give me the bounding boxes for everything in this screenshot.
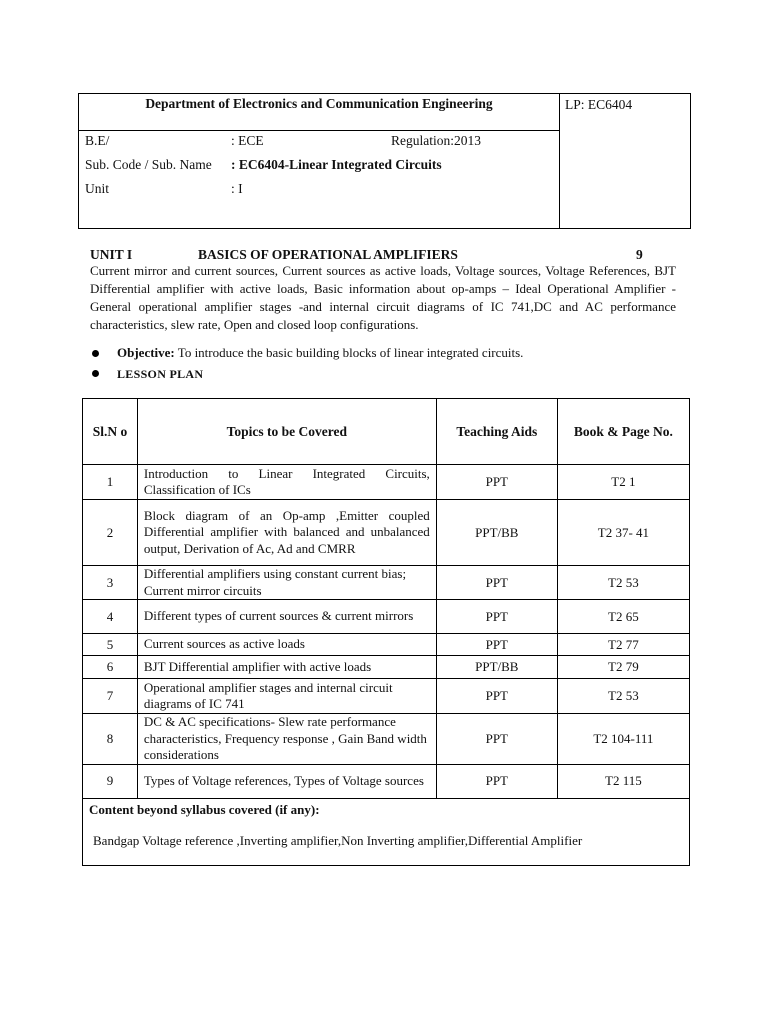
row-slno: 4 — [83, 600, 138, 634]
table-row — [83, 566, 690, 600]
row-book-page: T2 53 — [557, 679, 689, 714]
row-book-page: T2 37- 41 — [557, 500, 689, 566]
row-topic: Differential amplifiers using constant current bias; Current mirror circuits — [137, 566, 436, 600]
row-slno: 5 — [83, 634, 138, 656]
row-teaching-aid: PPT — [436, 679, 557, 714]
table-row — [83, 600, 690, 634]
table-row — [83, 764, 690, 798]
header-left-cell — [79, 94, 560, 228]
row-book-page: T2 104-111 — [557, 714, 689, 765]
lesson-plan-code: LP: EC6404 — [565, 97, 633, 112]
row-book-page: T2 53 — [557, 566, 689, 600]
header-slno — [83, 399, 138, 465]
degree-value: : ECE — [231, 133, 264, 148]
header-teaching-aids: Teaching Aids — [436, 399, 557, 465]
content-beyond-row — [83, 798, 690, 865]
table-row — [83, 634, 690, 656]
row-slno: 7 — [83, 679, 138, 714]
row-topic: DC & AC specifications- Slew rate performance characteristics, Frequency response , Gain Band width considerations — [137, 714, 436, 765]
row-slno: 8 — [83, 714, 138, 765]
row-slno: 3 — [83, 566, 138, 600]
row-topic: Block diagram of an Op-amp ,Emitter coupled Differential amplifier with balanced and unbalanced output, Derivation of Ac, Ad and CMRR — [137, 500, 436, 566]
unit-number: UNIT I — [90, 247, 133, 262]
row-teaching-aid: PPT/BB — [436, 500, 557, 566]
row-book-page: T2 1 — [557, 465, 689, 500]
department-title: Department of Electronics and Communication Engineering — [79, 94, 559, 131]
row-topic: Operational amplifier stages and internal circuit diagrams of IC 741 — [137, 679, 436, 714]
row-teaching-aid: PPT — [436, 714, 557, 765]
row-slno: 1 — [83, 465, 138, 500]
row-topic: Different types of current sources & current mirrors — [137, 600, 436, 634]
row-slno: 6 — [83, 656, 138, 679]
objective-line — [117, 344, 523, 362]
row-topic: Introduction to Linear Integrated Circuits, Classification of ICs — [137, 465, 436, 500]
table-header-row — [83, 399, 690, 465]
table-row — [83, 656, 690, 679]
table-row — [83, 679, 690, 714]
row-book-page: T2 65 — [557, 600, 689, 634]
row-teaching-aid: PPT — [436, 634, 557, 656]
content-beyond-title: Content beyond syllabus covered (if any): — [89, 801, 320, 817]
row-teaching-aid: PPT — [436, 600, 557, 634]
header-book-page: Book & Page No. — [557, 399, 689, 465]
content-beyond-text: Bandgap Voltage reference ,Inverting amplifier,Non Inverting amplifier,Differential Amplifier — [93, 832, 583, 848]
row-topic: Current sources as active loads — [137, 634, 436, 656]
row-book-page: T2 79 — [557, 656, 689, 679]
row-book-page: T2 77 — [557, 634, 689, 656]
regulation-value: Regulation:2013 — [391, 133, 481, 148]
table-row — [83, 714, 690, 765]
unit-syllabus: Current mirror and current sources, Current sources as active loads, Voltage sources, Voltage References, BJT Differential amplifier with active loads, Basic information about op-amps – Ideal Operational Amplifier - General operational amplifier stages -and internal circuit diagrams of IC 741,DC and AC performance characteristics, slew rate, Open and closed loop configurations. — [90, 263, 676, 332]
lesson-plan-label: LESSON PLAN — [117, 367, 204, 381]
row-topic: BJT Differential amplifier with active loads — [137, 656, 436, 679]
objective-text: To introduce the basic building blocks of linear integrated circuits. — [177, 345, 524, 360]
bullet-icon — [92, 370, 99, 377]
header-topics: Topics to be Covered — [137, 399, 436, 465]
bullet-icon — [92, 350, 99, 357]
lesson-plan-table — [82, 398, 690, 866]
row-teaching-aid: PPT/BB — [436, 656, 557, 679]
unit-hours: 9 — [636, 247, 643, 262]
table-row — [83, 500, 690, 566]
row-teaching-aid: PPT — [436, 465, 557, 500]
content-beyond-cell — [83, 798, 690, 865]
row-topic: Types of Voltage references, Types of Voltage sources — [137, 764, 436, 798]
subject-value: : EC6404-Linear Integrated Circuits — [231, 157, 442, 172]
row-book-page: T2 115 — [557, 764, 689, 798]
unit-label: Unit — [85, 181, 110, 196]
subject-label: Sub. Code / Sub. Name — [85, 157, 212, 172]
table-row — [83, 465, 690, 500]
row-teaching-aid: PPT — [436, 566, 557, 600]
objective-label: Objective: — [117, 345, 175, 360]
degree-label: B.E/ — [85, 133, 110, 148]
header-box — [78, 93, 691, 229]
row-teaching-aid: PPT — [436, 764, 557, 798]
row-slno: 9 — [83, 764, 138, 798]
unit-title: BASICS OF OPERATIONAL AMPLIFIERS — [198, 247, 458, 262]
header-slno-text: Sl.N o — [92, 424, 128, 439]
unit-value: : I — [231, 181, 243, 196]
row-slno: 2 — [83, 500, 138, 566]
